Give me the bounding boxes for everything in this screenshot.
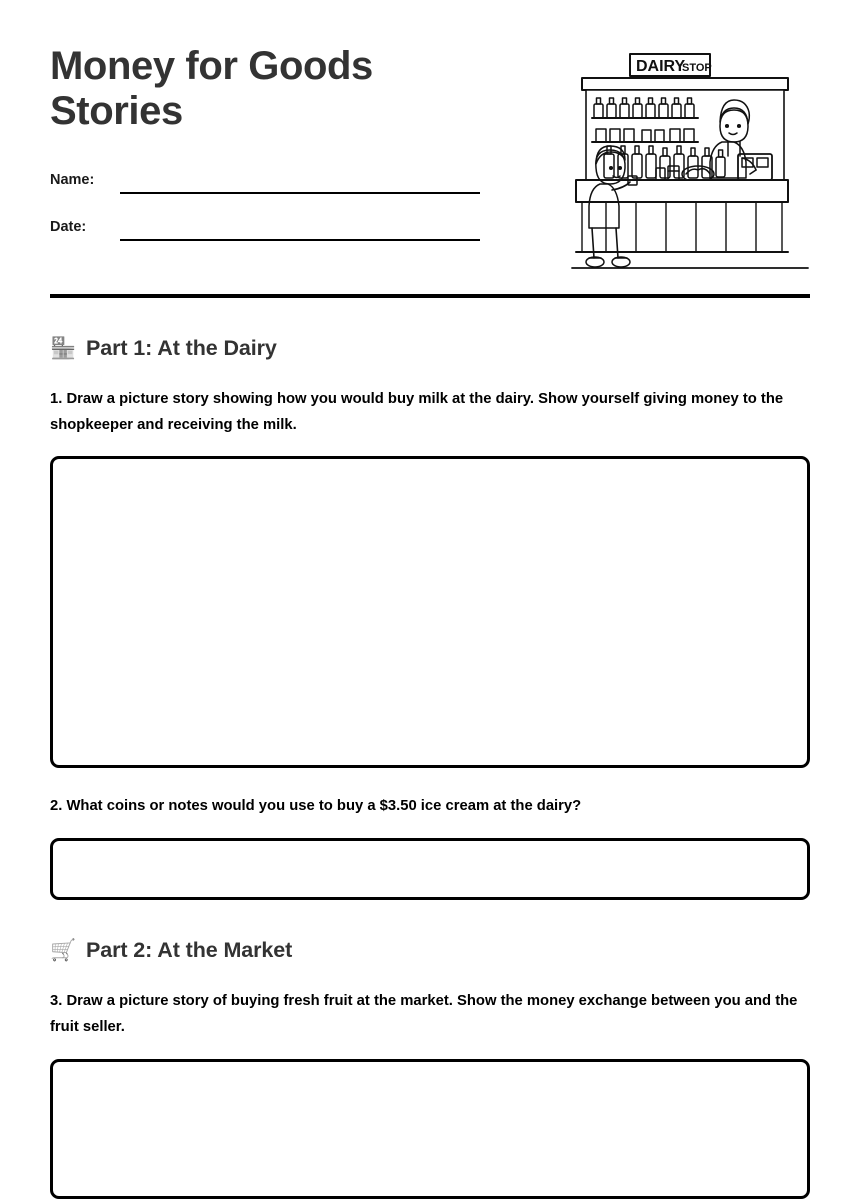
section-part-1 xyxy=(50,336,810,900)
worksheet-header xyxy=(50,0,810,290)
question-2-answer-box[interactable] xyxy=(50,838,810,900)
section-title-part-2: Part 2: At the Market xyxy=(86,938,293,963)
section-title-part-1: Part 1: At the Dairy xyxy=(86,336,277,360)
page-title: Money for Goods Stories xyxy=(50,44,373,133)
sign-text-dairy: DAIRY xyxy=(636,58,686,75)
date-field-row xyxy=(50,211,480,241)
question-1-drawing-box[interactable] xyxy=(50,456,810,768)
section-heading-part-2 xyxy=(50,938,810,963)
dairy-shop-svg xyxy=(570,50,810,300)
date-input-line[interactable] xyxy=(120,239,480,241)
name-field-row xyxy=(50,164,480,194)
dairy-shop-illustration xyxy=(570,50,810,300)
student-info-fields xyxy=(50,164,480,241)
question-3-drawing-box[interactable] xyxy=(50,1059,810,1199)
sign-text-stop: STOP xyxy=(682,62,712,74)
question-3-text: 3. Draw a picture story of buying fresh fruit at the market. Show the money exchange between you and the fruit seller. xyxy=(50,993,798,1035)
name-field-label: Name: xyxy=(50,172,95,189)
section-part-2 xyxy=(50,938,810,1198)
name-input-line[interactable] xyxy=(120,192,480,194)
question-2-text: 2. What coins or notes would you use to buy a $3.50 ice cream at the dairy? xyxy=(50,798,582,815)
date-field-label: Date: xyxy=(50,219,87,236)
convenience-store-icon: 🏪 xyxy=(50,337,77,360)
section-heading-part-1 xyxy=(50,336,810,361)
question-1-text: 1. Draw a picture story showing how you would buy milk at the dairy. Show yourself giving money to the shopkeeper and receiving the milk. xyxy=(50,391,784,433)
shopping-cart-icon: 🛒 xyxy=(50,939,77,963)
